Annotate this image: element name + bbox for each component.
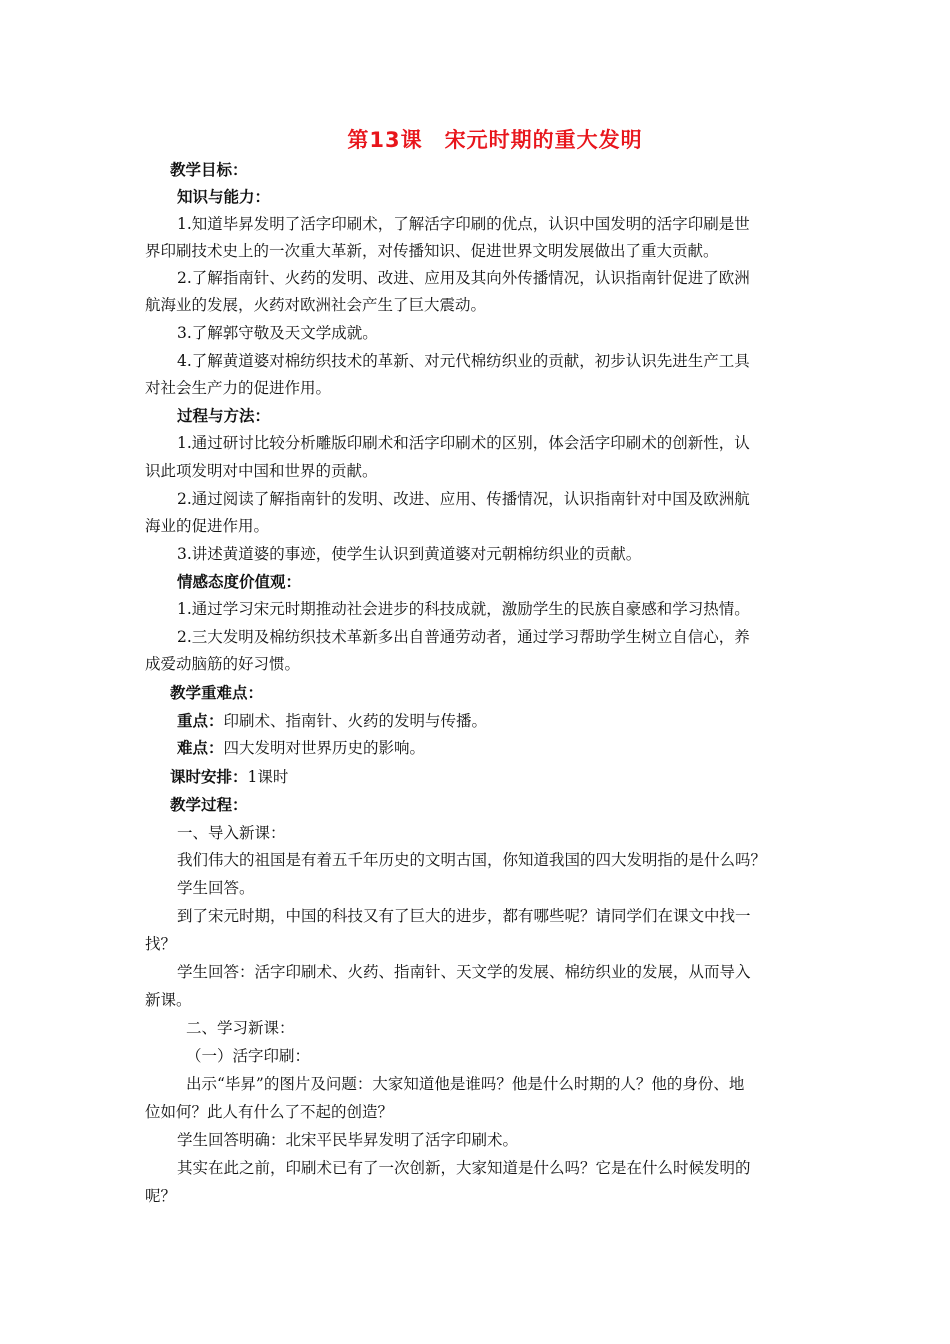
knowledge-line: 2.了解指南针、火药的发明、改进、应用及其向外传播情况，认识指南针促进了欧洲 (177, 269, 750, 287)
focus-label: 重点： (177, 712, 224, 730)
schedule-value: 1课时 (247, 768, 289, 786)
schedule-label: 课时安排： (170, 768, 248, 786)
difficulty-text: 四大发明对世界历史的影响。 (223, 739, 426, 757)
difficulty-line (177, 738, 425, 758)
process-line: 海业的促进作用。 (145, 517, 270, 535)
procedure-heading: 教学过程： (170, 796, 248, 814)
emotion-line: 1.通过学习宋元时期推动社会进步的科技成就，激励学生的民族自豪感和学习热情。 (177, 600, 750, 618)
emotion-line: 成爱动脑筋的好习惯。 (145, 655, 301, 673)
procedure-line: 呢？ (145, 1187, 177, 1205)
procedure-line: （一）活字印刷： (186, 1047, 311, 1065)
knowledge-line: 对社会生产力的促进作用。 (145, 379, 332, 397)
goals-heading: 教学目标： (170, 161, 248, 179)
process-line: 1.通过研讨比较分析雕版印刷术和活字印刷术的区别，体会活字印刷术的创新性，认 (177, 434, 750, 452)
lesson-title: 第13课 宋元时期的重大发明 (347, 128, 643, 152)
process-heading: 过程与方法： (177, 407, 271, 425)
procedure-line: 新课。 (145, 991, 192, 1009)
procedure-line: 学生回答明确：北宋平民毕昇发明了活字印刷术。 (177, 1131, 519, 1149)
procedure-line: 到了宋元时期，中国的科技又有了巨大的进步，都有哪些呢？请同学们在课文中找一 (177, 907, 751, 925)
knowledge-line: 航海业的发展，火药对欧洲社会产生了巨大震动。 (145, 296, 487, 314)
emotion-line: 2.三大发明及棉纺织技术革新多出自普通劳动者，通过学习帮助学生树立自信心，养 (177, 628, 750, 646)
procedure-line: 其实在此之前，印刷术已有了一次创新，大家知道是什么吗？它是在什么时候发明的 (177, 1159, 751, 1177)
process-line: 2.通过阅读了解指南针的发明、改进、应用、传播情况，认识指南针对中国及欧洲航 (177, 490, 750, 508)
focus-text: 印刷术、指南针、火药的发明与传播。 (223, 712, 488, 730)
emotion-heading: 情感态度价值观： (177, 573, 302, 591)
procedure-line: 出示“毕昇”的图片及问题：大家知道他是谁吗？他是什么时期的人？他的身份、地 (186, 1075, 745, 1093)
knowledge-line: 1.知道毕昇发明了活字印刷术，了解活字印刷的优点，认识中国发明的活字印刷是世 (177, 215, 750, 233)
process-line: 3.讲述黄道婆的事迹，使学生认识到黄道婆对元朝棉纺织业的贡献。 (177, 545, 642, 563)
schedule-line (170, 767, 288, 787)
knowledge-heading: 知识与能力： (177, 188, 271, 206)
knowledge-line: 4.了解黄道婆对棉纺织技术的革新、对元代棉纺织业的贡献，初步认识先进生产工具 (177, 352, 750, 370)
procedure-line: 位如何？此人有什么了不起的创造？ (145, 1103, 394, 1121)
key-points-heading: 教学重难点： (170, 684, 264, 702)
procedure-line: 二、学习新课： (186, 1019, 295, 1037)
procedure-line: 我们伟大的祖国是有着五千年历史的文明古国，你知道我国的四大发明指的是什么吗？ (177, 851, 767, 869)
knowledge-line: 界印刷技术史上的一次重大革新，对传播知识、促进世界文明发展做出了重大贡献。 (145, 242, 719, 260)
procedure-line: 学生回答：活字印刷术、火药、指南针、天文学的发展、棉纺织业的发展，从而导入 (177, 963, 751, 981)
procedure-line: 一、导入新课： (177, 824, 286, 842)
process-line: 识此项发明对中国和世界的贡献。 (145, 462, 378, 480)
focus-line (177, 711, 487, 731)
procedure-line: 找？ (145, 935, 177, 953)
procedure-line: 学生回答。 (177, 879, 255, 897)
difficulty-label: 难点： (177, 739, 224, 757)
knowledge-line: 3.了解郭守敬及天文学成就。 (177, 324, 378, 342)
